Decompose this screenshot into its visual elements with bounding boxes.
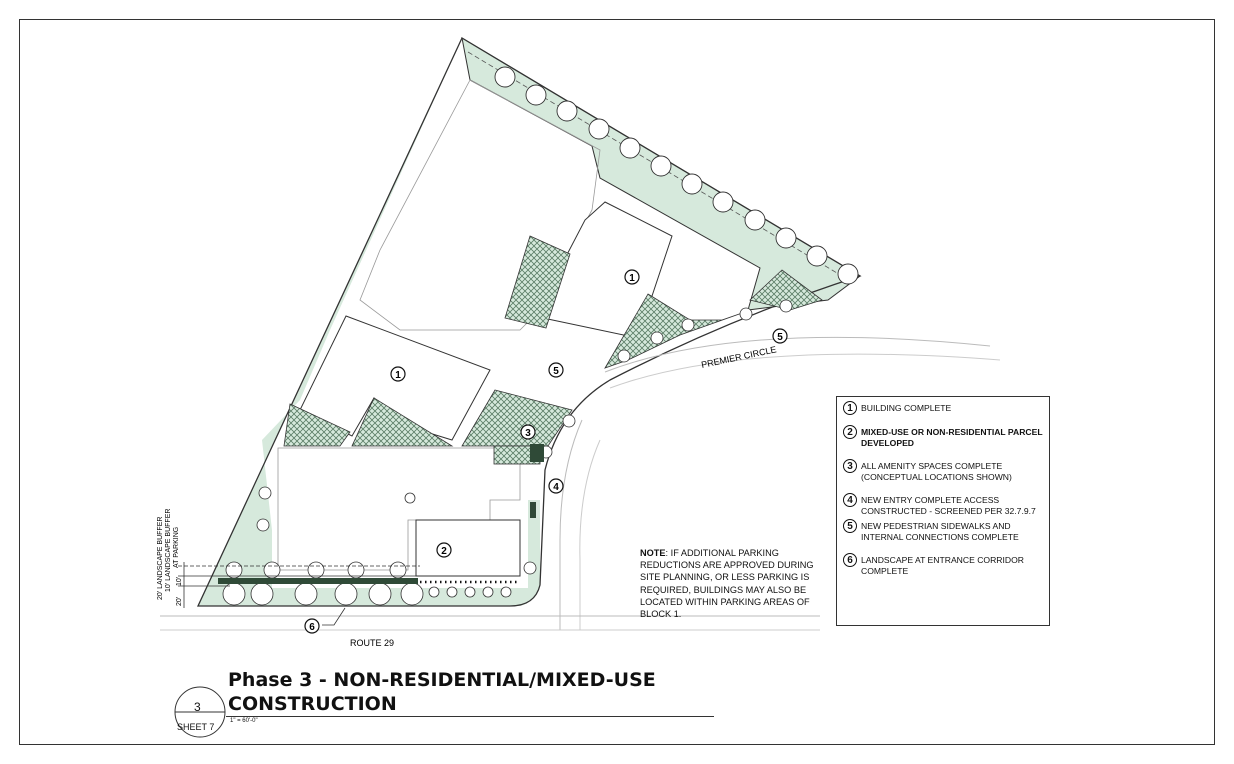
road-label: ROUTE 29: [350, 638, 395, 648]
shrub-band: [218, 578, 418, 584]
title-line-1: Phase 3 - NON-RESIDENTIAL/MIXED-USE: [228, 669, 656, 691]
parking-note: [640, 547, 830, 620]
marker-3: [521, 425, 535, 439]
amenity-hatch-6: [462, 390, 572, 446]
marker-5-internal: [549, 363, 563, 377]
legend-number: 2: [843, 425, 857, 439]
legend-text: BUILDING COMPLETE: [861, 403, 952, 413]
legend-number: 5: [843, 519, 857, 533]
marker-2: [437, 543, 451, 557]
marker-1-north: [625, 270, 639, 284]
legend-box: [836, 396, 1050, 626]
svg-text:6: 6: [309, 622, 315, 633]
svg-text:5: 5: [777, 332, 783, 343]
note-text: : IF ADDITIONAL PARKING REDUCTIONS ARE APPROVED DURING SITE PLANNING, OR LESS PARKING IS REQUIRED, BUILDINGS MAY ALSO BE LOCATED WITHIN PARKING AREAS OF BLOCK 1.: [640, 548, 814, 620]
svg-text:5: 5: [553, 366, 559, 377]
buffer-label-20: 20' LANDSCAPE BUFFER: [157, 516, 164, 600]
marker-5-street: [773, 329, 787, 343]
title-underline: [226, 716, 714, 717]
dim-label-10: 10': [176, 576, 183, 586]
legend-text: ALL AMENITY SPACES COMPLETE (CONCEPTUAL LOCATIONS SHOWN): [861, 461, 1012, 482]
street-curb-west: [560, 420, 582, 630]
legend-text: NEW PEDESTRIAN SIDEWALKS AND INTERNAL CONNECTIONS COMPLETE: [861, 521, 1019, 542]
scale-label: 1" = 60'-0": [230, 718, 258, 724]
legend-item: [843, 493, 1043, 517]
street-label: PREMIER CIRCLE: [700, 344, 778, 370]
legend-item: [843, 401, 1043, 415]
legend-text: NEW ENTRY COMPLETE ACCESS CONSTRUCTED - SCREENED PER 32.7.9.7: [861, 495, 1036, 516]
legend-text: LANDSCAPE AT ENTRANCE CORRIDOR COMPLETE: [861, 555, 1024, 576]
shrub-entry-1: [530, 444, 544, 462]
shrub-entry-2: [530, 502, 536, 518]
legend-number: 4: [843, 493, 857, 507]
street-curb-east: [580, 440, 600, 630]
legend-item: [843, 459, 1043, 483]
svg-text:1: 1: [629, 273, 635, 284]
marker-6: [305, 619, 319, 633]
legend-number: 6: [843, 553, 857, 567]
marker-4: [549, 479, 563, 493]
marker-1-west: [391, 367, 405, 381]
legend-number: 1: [843, 401, 857, 415]
legend-text: MIXED-USE OR NON-RESIDENTIAL PARCEL DEVELOPED: [861, 427, 1043, 448]
legend-item: [843, 519, 1043, 543]
buffer-label-parking: AT PARKING: [173, 526, 180, 568]
street-curb-inner: [610, 354, 1000, 388]
svg-text:4: 4: [553, 482, 559, 493]
sheet-label: SHEET 7: [177, 722, 215, 732]
dim-label-20: 20': [176, 596, 183, 606]
buffer-label-10: 10' LANDSCAPE BUFFER: [165, 508, 172, 592]
legend-number: 3: [843, 459, 857, 473]
svg-text:3: 3: [525, 428, 531, 439]
legend-item: [843, 425, 1043, 449]
sheet-number: 3: [194, 700, 201, 714]
svg-text:2: 2: [441, 546, 447, 557]
legend-item: [843, 553, 1043, 577]
note-label: NOTE: [640, 548, 666, 558]
drawing-title: [228, 668, 656, 716]
title-line-2: CONSTRUCTION: [228, 693, 397, 715]
building-parcel-2: [416, 520, 520, 576]
svg-text:1: 1: [395, 370, 401, 381]
